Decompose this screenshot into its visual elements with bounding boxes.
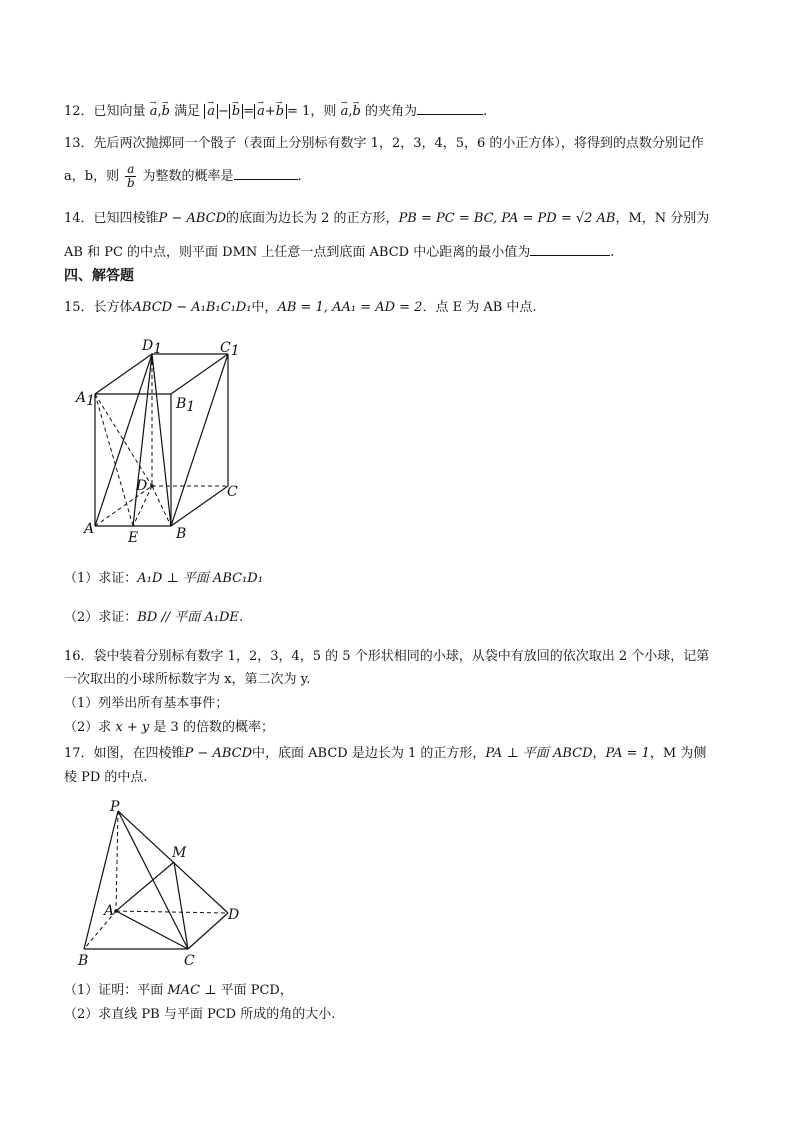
question-13-line1: 13．先后两次抛掷同一个骰子（表面上分别标有数字 1，2，3，4，5，6 的小正方体），将得到的点数分别记作 <box>64 136 704 151</box>
question-16-line2: 一次取出的小球所标数字为 x，第二次为 y. <box>64 672 311 687</box>
question-15-part1: （1）求证：A₁D ⊥ 平面 ABC₁D₁ <box>64 571 263 586</box>
question-14-line1: 14．已知四棱锥P − ABCD的底面为边长为 2 的正方形，PB = PC = BC, PA = PD = √2 AB，M，N 分别为 <box>64 211 710 226</box>
question-16-line1: 16．袋中装着分别标有数字 1，2，3，4，5 的 5 个形状相同的小球，从袋中有放回的依次取出 2 个小球，记第 <box>64 649 710 664</box>
answer-blank-12[interactable] <box>417 101 483 115</box>
q12-suffix: ，则 <box>310 104 337 119</box>
label-A: A <box>84 521 95 537</box>
pyramid-figure <box>70 795 260 975</box>
q12-cond-text: 满足 <box>174 104 201 119</box>
cuboid-figure <box>70 330 260 550</box>
label-E: E <box>128 530 139 546</box>
label-M: M <box>172 845 187 861</box>
answer-blank-14[interactable] <box>530 242 610 256</box>
label-C1: C1 <box>220 340 240 359</box>
label-D: D <box>136 478 148 494</box>
fraction-a-over-b: $\frac{a}{b}$ <box>126 162 135 190</box>
question-15-part2: （2）求证：BD // 平面 A₁DE. <box>64 610 244 625</box>
q12-eq-value: = 1 <box>287 104 311 119</box>
question-14-line2: AB 和 PC 的中点，则平面 DMN 上任意一点到底面 ABCD 中心距离的最小值为 . <box>64 242 614 262</box>
question-16-part2: （2）求 x + y 是 3 的倍数的概率； <box>64 720 274 735</box>
question-17-line1: 17．如图，在四棱锥P − ABCD中，底面 ABCD 是边长为 1 的正方形，PA ⊥ 平面 ABCD，PA = 1，M 为侧 <box>64 746 707 761</box>
question-13-line2: a，b，则 $\frac{a}{b}$ 为整数的概率是 . <box>64 162 302 190</box>
label-B1: B1 <box>176 396 196 415</box>
question-12: 12．已知向量 → a,→ b 满足 → a −→ b =→ a+→ b = 1，则 → a,→ b 的夹角为 . <box>64 101 487 121</box>
answer-blank-13[interactable] <box>234 166 298 180</box>
label-B: B <box>176 526 187 542</box>
label-D-pyr: D <box>228 907 240 923</box>
question-15-stem: 15．长方体ABCD − A₁B₁C₁D₁中，AB = 1, AA₁ = AD = 2．点 E 为 AB 中点. <box>64 300 537 315</box>
question-17-part1: （1）证明：平面 MAC ⊥ 平面 PCD， <box>64 983 293 998</box>
section-heading: 四、解答题 <box>64 268 134 284</box>
label-A1: A1 <box>76 390 96 409</box>
label-D1: D1 <box>142 338 163 357</box>
vector-b: → b <box>162 103 170 121</box>
question-17-line2: 棱 PD 的中点. <box>64 770 148 785</box>
question-16-part1: （1）列举出所有基本事件； <box>64 696 229 711</box>
vector-a: → a <box>150 103 158 121</box>
label-P: P <box>110 799 120 815</box>
question-17-part2: （2）求直线 PB 与平面 PCD 所成的角的大小. <box>64 1007 336 1022</box>
label-C-pyr: C <box>184 953 195 969</box>
label-C: C <box>227 484 238 500</box>
label-A-pyr: A <box>104 903 115 919</box>
label-B-pyr: B <box>78 953 89 969</box>
q12-prefix: 12．已知向量 <box>64 104 146 119</box>
q12-angle-text: 的夹角为 <box>364 104 417 119</box>
